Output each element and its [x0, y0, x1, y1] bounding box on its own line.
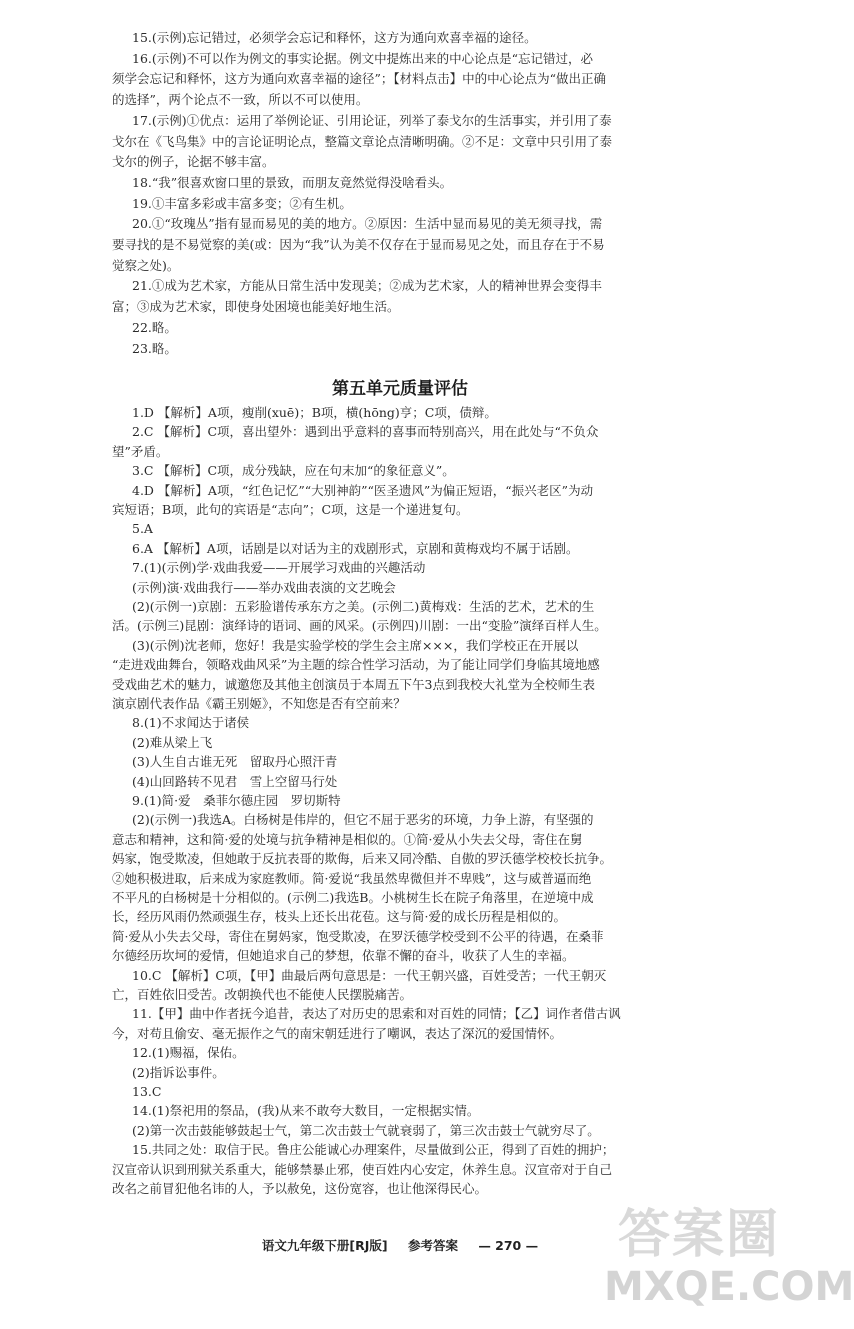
footer-section: 参考答案 [407, 1238, 458, 1253]
answer-line: (2)指诉讼事件。 [132, 1064, 225, 1080]
answer-line: (示例)演·戏曲我行——举办戏曲表演的文艺晚会 [132, 579, 396, 595]
answer-line: (2)(示例一)我选A。白杨树是伟岸的，但它不屈于恶劣的环境，力争上游，有坚强的 [132, 812, 594, 828]
answer-line: 3.C 【解析】C项，成分残缺，应在句末加“的象征意义”。 [132, 463, 455, 479]
answer-line: 17.(示例)①优点：运用了举例论证、引用论证，列举了泰戈尔的生活事实，并引用了泰 [132, 112, 612, 128]
answer-line: 汉宣帝认识到刑狱关系重大，能够禁暴止邪，使百姓内心安定，休养生息。汉宣帝对于自己 [112, 1161, 613, 1177]
answer-line: 不平凡的白杨树是十分相似的。(示例二)我选B。小桃树生长在院子角落里，在逆境中成 [112, 890, 594, 905]
answer-line: 演京剧代表作品《霸王别姬》，不知您是否有空前来？ [112, 696, 406, 711]
answer-line: 18.“我”很喜欢窗口里的景致，而朋友竟然觉得没啥看头。 [132, 174, 453, 190]
answer-line: 望”矛盾。 [112, 443, 169, 459]
answer-line: 长，经历风雨仍然顽强生存，枝头上还长出花苞。这与简·爱的成长历程是相似的。 [112, 909, 566, 925]
answer-line: 受戏曲艺术的魅力，诚邀您及其他主创演员于本周五下午3点到我校大礼堂为全校师生表 [112, 676, 595, 692]
answer-line: (2)(示例一)京剧：五彩脸谱传承东方之美。(示例二)黄梅戏：生活的艺术，艺术的生 [132, 599, 595, 614]
answer-line: (2)第一次击鼓能够鼓起士气，第二次击鼓士气就衰弱了，第三次击鼓士气就穷尽了。 [132, 1122, 600, 1138]
watermark-logo [604, 1186, 854, 1326]
answer-line: 戈尔在《飞鸟集》中的言论证明论点，整篇文章论点清晰明确。②不足：文章中只引用了泰 [112, 133, 613, 149]
answer-line: 的选择”，两个论点不一致，所以不可以使用。 [112, 92, 369, 108]
answer-line: 觉察之处)。 [112, 257, 180, 273]
answer-line: 5.A [132, 521, 153, 537]
answer-line: 意志和精神，这和简·爱的处境与抗争精神是相似的。①简·爱从小失去父母，寄住在舅 [112, 831, 583, 847]
answer-line: 16.(示例)不可以作为例文的事实论据。例文中提炼出来的中心论点是“忘记错过，必 [132, 50, 594, 66]
answer-line: 20.①“玫瑰丛”指有显而易见的美的地方。②原因：生活中显而易见的美无须寻找，需 [132, 216, 603, 232]
answer-line: (3)人生自古谁无死 留取丹心照汗青 [132, 754, 338, 770]
answer-line: 活。(示例三)昆剧：演绎诗的语词、画的风采。(示例四)川剧：一出“变脸”演绎百样人生。 [112, 618, 607, 634]
answer-line: 今，对苟且偷安、毫无振作之气的南宋朝廷进行了嘲讽，表达了深沉的爱国情怀。 [112, 1025, 563, 1041]
answer-line: 2.C 【解析】C项，喜出望外：遇到出乎意料的喜事而特别高兴，用在此处与“不负众 [132, 424, 599, 440]
answer-line: 7.(1)(示例)学·戏曲我爱——开展学习戏曲的兴趣活动 [132, 560, 426, 576]
answer-line: 10.C 【解析】C项，【甲】曲最后两句意思是：一代王朝兴盛，百姓受苦；一代王朝灭 [132, 967, 607, 983]
answer-line: 11.【甲】曲中作者抚今追昔，表达了对历史的思索和对百姓的同情；【乙】词作者借古讽 [132, 1006, 621, 1022]
answer-line: 13.C [132, 1084, 162, 1099]
section-title: 第五单元质量评估 [332, 379, 468, 399]
footer-page-number: — 270 — [478, 1238, 539, 1253]
answer-line: (2)难从梁上飞 [132, 734, 213, 750]
answer-line: 宾短语；B项，此句的宾语是“志向”；C项，这是一个递进复句。 [112, 502, 469, 517]
answer-line: ②她积极进取，后来成为家庭教师。简·爱说“我虽然卑微但并不卑贱”，这与威普逼而绝 [112, 870, 592, 886]
answer-line: 8.(1)不求闻达于诸侯 [132, 715, 250, 731]
watermark-text-cn: 答案圈 [617, 1205, 780, 1265]
answer-line: (4)山回路转不见君 雪上空留马行处 [132, 773, 338, 789]
answer-line: 亡，百姓依旧受苦。改朝换代也不能使人民摆脱痛苦。 [112, 987, 413, 1002]
answer-line: 19.①丰富多彩或丰富多变；②有生机。 [132, 195, 352, 211]
answer-line: 改名之前冒犯他名讳的人，予以赦免，这份宽容，也让他深得民心。 [112, 1181, 488, 1196]
answer-line: 1.D 【解析】A项，瘦削(xuē)；B项，横(hōng)亨；C项，债辩。 [132, 405, 497, 420]
answer-line: 22.略。 [132, 319, 177, 335]
answer-line: 尔德经历坎坷的爱情，但她追求自己的梦想，依靠不懈的奋斗，收获了人生的幸福。 [112, 948, 575, 964]
answer-line: “走进戏曲舞台，领略戏曲风采”为主题的综合性学习活动，为了能让同学们身临其境地感 [112, 657, 600, 673]
answer-line: 23.略。 [132, 340, 177, 356]
answer-line: 12.(1)赐福，保佑。 [132, 1045, 245, 1061]
answer-line: 21.①成为艺术家，方能从日常生活中发现美；②成为艺术家，人的精神世界会变得丰 [132, 278, 602, 294]
answer-line: 简·爱从小失去父母，寄住在舅妈家，饱受欺凌，在罗沃德学校受到不公平的待遇，在桑菲 [112, 928, 604, 944]
answer-line: 戈尔的例子，论据不够丰富。 [112, 154, 275, 170]
answer-line: 富；③成为艺术家，即使身处困境也能美好地生活。 [112, 299, 400, 315]
answer-line: 须学会忘记和释怀，这方为通向欢喜幸福的途径”；【材料点击】中的中心论点为“做出正确 [112, 71, 607, 87]
footer-subject: 语文九年级下册[RJ版] [261, 1238, 388, 1253]
answer-line: 15.共同之处：取信于民。鲁庄公能诚心办理案件，尽量做到公正，得到了百姓的拥护； [132, 1142, 615, 1158]
watermark-text-en: MXQE.COM [604, 1264, 854, 1310]
answer-line: 14.(1)祭祀用的祭品，(我)从来不敢夸大数目，一定根据实情。 [132, 1103, 480, 1119]
answer-line: 15.(示例)忘记错过，必须学会忘记和释怀，这方为通向欢喜幸福的途径。 [132, 30, 537, 45]
answer-line: 6.A 【解析】A项，话剧是以对话为主的戏剧形式，京剧和黄梅戏均不属于话剧。 [132, 540, 579, 556]
answer-line: (3)(示例)沈老师，您好！我是实验学校的学生会主席×××，我们学校正在开展以 [132, 637, 579, 653]
answer-line: 9.(1)简·爱 桑菲尔德庄园 罗切斯特 [132, 793, 341, 808]
answer-line: 4.D 【解析】A项，“红色记忆”“大别神韵”“医圣遗风”为偏正短语，“振兴老区”为动 [132, 482, 594, 498]
answer-line: 妈家，饱受欺凌，但她敢于反抗表哥的欺侮，后来又同冷酷、自傲的罗沃德学校校长抗争。 [112, 851, 613, 867]
answer-line: 要寻找的是不易觉察的美(或：因为“我”认为美不仅存在于显而易见之处，而且存在于不易 [112, 237, 605, 252]
